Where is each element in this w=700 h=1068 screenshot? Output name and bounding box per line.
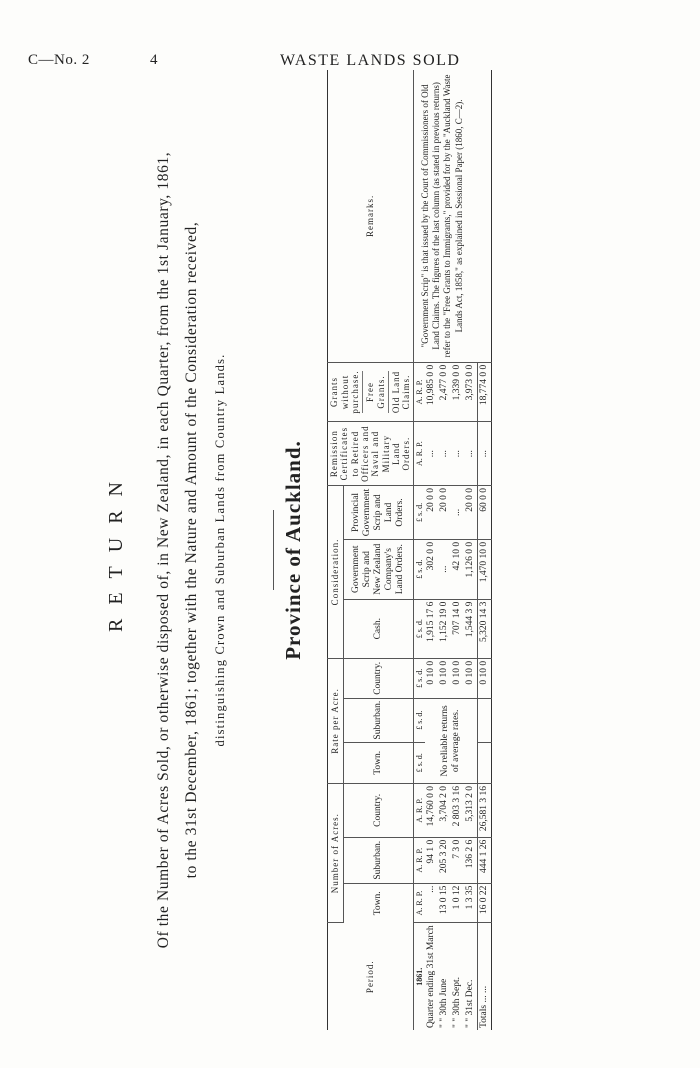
grants-divider bbox=[388, 371, 389, 413]
period-cell: " " 30th Sept. bbox=[451, 976, 462, 1028]
unit-label: £ s. d. bbox=[413, 539, 425, 599]
remarks-header: Remarks. bbox=[328, 70, 414, 362]
rate-town-header: Town. bbox=[344, 742, 414, 783]
cell: 18,774 0 0 bbox=[477, 362, 491, 421]
unit-label: A. R. P. bbox=[413, 362, 425, 421]
cell: 136 2 6 bbox=[464, 837, 477, 883]
rate-country-header: Country. bbox=[344, 658, 414, 698]
cell: 5,313 2 0 bbox=[464, 783, 477, 837]
cell: 2 803 3 16 bbox=[451, 783, 464, 837]
cell: 60 0 0 bbox=[477, 485, 491, 539]
rate-suburban-header: Suburban. bbox=[344, 698, 414, 742]
unit-label: £ s. d. bbox=[413, 599, 425, 658]
document-code: C—No. 2 bbox=[28, 52, 90, 68]
prov-scrip-header: Provincial Government Scrip and Land Orders. bbox=[344, 485, 414, 539]
cell: 707 14 0 bbox=[451, 599, 464, 658]
cell: ... bbox=[464, 422, 477, 486]
cell: 1,339 0 0 bbox=[451, 362, 464, 421]
cell: 1,470 10 0 bbox=[477, 539, 491, 599]
cell: 2,477 0 0 bbox=[438, 362, 451, 421]
subtitle-line-1: Of the Number of Acres Sold, or otherwise disposed of, in New Zealand, in each Quarter, from the 1st January, 1861, bbox=[155, 151, 172, 949]
return-title: RETURN bbox=[105, 468, 127, 632]
cell: 1,544 3 9 bbox=[464, 599, 477, 658]
cell: 1,126 0 0 bbox=[464, 539, 477, 599]
cell: 0 10 0 bbox=[438, 658, 451, 698]
unit-label: £ s. d. bbox=[413, 742, 425, 783]
totals-label: Totals ... ... bbox=[477, 923, 491, 1030]
cell bbox=[477, 698, 491, 742]
remission-header: Remission Certificates to Retired Officers and Naval and Military Land Orders. bbox=[328, 422, 414, 486]
cell: 302 0 0 bbox=[425, 539, 438, 599]
rate-group-header: Rate per Acre. bbox=[328, 658, 344, 783]
remarks-text: "Government Scrip" is that issued by the Court of Commissioners of Old Land Claims. The figures of the last column (as stated in previous returns) refer to the "Free Grants to Immigrants," provided for by the "Auckland Waste Lands Act, 1858," as explained in Sessional Paper (1860, C—2). bbox=[413, 70, 491, 362]
cell: ... bbox=[451, 485, 464, 539]
period-cell: " " 31st Dec. bbox=[464, 979, 475, 1028]
cell: ... bbox=[451, 422, 464, 486]
cell: 3,704 2 0 bbox=[438, 783, 451, 837]
cell: ... bbox=[425, 883, 438, 923]
cell: 20 0 0 bbox=[438, 485, 451, 539]
cell: ... bbox=[477, 422, 491, 486]
cell: 1 0 12 bbox=[451, 883, 464, 923]
cell: 10,985 0 0 bbox=[425, 362, 438, 421]
acres-group-header: Number of Acres. bbox=[328, 783, 344, 922]
divider bbox=[273, 510, 274, 590]
unit-label: A. R. P. bbox=[413, 883, 425, 923]
cell: 20 0 0 bbox=[464, 485, 477, 539]
cell: 0 10 0 bbox=[464, 658, 477, 698]
cell: 16 0 22 bbox=[477, 883, 491, 923]
unit-label: A. R. P. bbox=[413, 837, 425, 883]
land-return-table bbox=[327, 70, 492, 1030]
cell: 42 10 0 bbox=[451, 539, 464, 599]
period-cell: " " 30th June bbox=[438, 978, 449, 1028]
province-heading: Province of Auckland. bbox=[281, 440, 305, 660]
consideration-group-header: Consideration. bbox=[328, 485, 344, 658]
subtitle-line-2: to the 31st December, 1861; together with the Nature and Amount of the Consideration received, bbox=[183, 221, 200, 879]
cell: ... bbox=[438, 539, 451, 599]
acres-town-header: Town. bbox=[344, 883, 414, 923]
unit-label: £ s. d. bbox=[413, 698, 425, 742]
unit-label: £ s. d. bbox=[413, 658, 425, 698]
grants-header bbox=[328, 362, 414, 421]
cell: ... bbox=[425, 422, 438, 486]
cell: 0 10 0 bbox=[451, 658, 464, 698]
running-title: WASTE LANDS SOLD bbox=[280, 52, 461, 69]
acres-country-header: Country. bbox=[344, 783, 414, 837]
page-number: 4 bbox=[150, 52, 158, 68]
gov-scrip-header: Government Scrip and New Zealand Company's Land Orders. bbox=[344, 539, 414, 599]
cell: ... bbox=[438, 422, 451, 486]
cell: 444 1 26 bbox=[477, 837, 491, 883]
cell: 205 3 20 bbox=[438, 837, 451, 883]
cell: 94 1 0 bbox=[425, 837, 438, 883]
period-header: Period. bbox=[328, 923, 414, 1030]
acres-suburban-header: Suburban. bbox=[344, 837, 414, 883]
unit-label: A. R. P. bbox=[413, 783, 425, 837]
subtitle-line-3: distinguishing Crown and Suburban Lands from Country Lands. bbox=[213, 353, 227, 747]
cell bbox=[477, 742, 491, 783]
unit-label: A. R. P. bbox=[413, 422, 425, 486]
cell: 5,320 14 3 bbox=[477, 599, 491, 658]
cell: 26,581 3 16 bbox=[477, 783, 491, 837]
unit-label: £ s. d. bbox=[413, 485, 425, 539]
rate-note: No reliable returns of average rates. bbox=[425, 698, 477, 783]
cell: 1,915 17 6 bbox=[425, 599, 438, 658]
cell: 0 10 0 bbox=[425, 658, 438, 698]
cell: 0 10 0 bbox=[477, 658, 491, 698]
cell: 3,973 0 0 bbox=[464, 362, 477, 421]
free-grants-label: Free Grants. bbox=[365, 375, 386, 409]
old-claims-label: Old Land Claims. bbox=[390, 370, 412, 414]
cell: 20 0 0 bbox=[425, 485, 438, 539]
cell: 14,760 0 0 bbox=[425, 783, 438, 837]
grants-label: Grants without purchase. bbox=[329, 370, 360, 414]
cash-header: Cash. bbox=[344, 599, 414, 658]
grants-divider bbox=[362, 371, 363, 413]
rotated-page-content bbox=[95, 70, 655, 1030]
period-cell: Quarter ending 31st March bbox=[425, 925, 436, 1028]
cell: 13 0 15 bbox=[438, 883, 451, 923]
cell: 1 3 35 bbox=[464, 883, 477, 923]
cell: 7 3 0 bbox=[451, 837, 464, 883]
cell: 1,152 19 0 bbox=[438, 599, 451, 658]
year-label: 1861. bbox=[414, 967, 424, 986]
